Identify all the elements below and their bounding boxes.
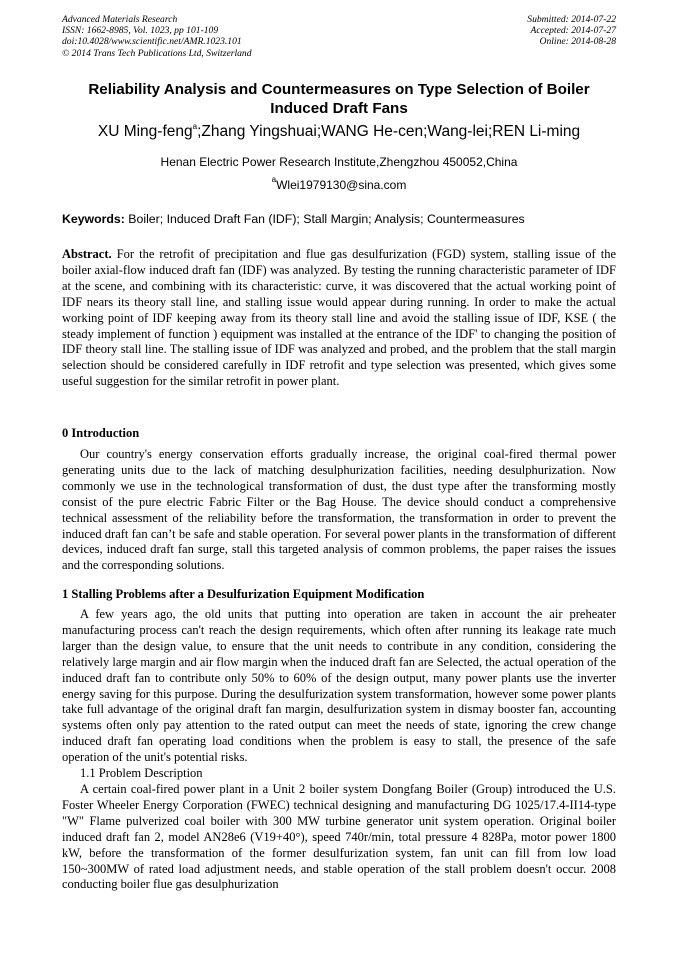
introduction-paragraph: Our country's energy conservation efforts gradually increase, the original coal-fired thermal power generating units due to the lack of matching desulphurization facilities, needing desulphurization. Now commonly we use in the technological transformation of dust, the dust type after the transforming mostly consist of the pure electric Fabric Filter or the Bag House. The device should conduct a comprehensive technical assessment of the reliability before the transformation, the transformation in order to prevent the induced draft fan can’t be safe and stable operation. For several power plants in the transformation of different devices, induced draft fan surge, stall this targeted analysis of common problems, the paper raises the issues and the corresponding solutions. [62,447,616,573]
abstract-text: For the retrofit of precipitation and flue gas desulfurization (FGD) system, stalling issue of the boiler axial-flow induced draft fan (IDF) was analyzed. By testing the running characteristic parameter of IDF at the scene, and combining with its characteristic: curve, it was discovered that the actual working point of IDF nears its theory stall line, and stalling issue would appear during running. In order to make the actual working point of IDF keeping away from its theory stall line and avoid the stalling issue of IDF, KSE ( the steady implement of function ) equipment was installed at the entrance of the IDF' to changing the position of IDF theory stall line. The stalling issue of IDF was analyzed and probed, and the problem that the stall margin selection should be considered carefully in IDF retrofit and type selection was presented, which gives some useful suggestion for the similar retrofit in power plant. [62,247,616,389]
dates-info [396,14,616,48]
affiliation: Henan Electric Power Research Institute,Zhengzhou 450052,China [160,155,518,169]
issn-line: ISSN: 1662-8985, Vol. 1023, pp 101-109 [62,25,219,37]
copyright-line: © 2014 Trans Tech Publications Ltd, Switzerland [62,47,252,59]
section-heading-stalling: 1 Stalling Problems after a Desulfurization Equipment Modification [62,587,425,601]
journal-name: Advanced Materials Research [62,14,178,25]
author-email [62,175,616,193]
keywords-text: Boiler; Induced Draft Fan (IDF); Stall Margin; Analysis; Countermeasures [128,212,525,226]
email-address: Wlei1979130@sina.com [276,178,407,192]
section-heading-introduction: 0 Introduction [62,426,140,440]
doi-line: doi:10.4028/www.scientific.net/AMR.1023.101 [62,36,242,48]
abstract [62,247,616,390]
introduction-section [62,447,616,574]
other-authors: ;Zhang Yingshuai;WANG He-cen;Wang-lei;REN Li-ming [197,123,581,140]
stalling-section [62,607,616,893]
stalling-paragraph: A few years ago, the old units that putting into operation are taken in account the air preheater manufacturing process can't reach the design requirements, which often after running its leakage rate much larger than the design value, to ensure that the unit needs to contribute in any condition, considering the relatively large margin and air flow margin when the induced draft fan are Selected, the actual operation of the induced draft fan to contribute only 50% to 60% of the design output, many power plants use the inverter energy saving for this purpose. During the desulfurization system transformation, however some power plants take full advantage of the original draft fan margin, desulfurization system in dismay booster fan, accounting systems often only pay attention to the rated output can meet the needs of state, ignoring the crew change induced draft fan operating load conditions when the problem is easy to stall, the presence of the safe operation of the unit's potential risks. [62,607,616,765]
first-author: XU Ming-feng [97,123,193,140]
abstract-label: Abstract. [62,247,112,261]
online-date: Online: 2014-08-28 [539,36,616,48]
journal-info [62,14,362,59]
author-list [62,122,616,142]
submitted-date: Submitted: 2014-07-22 [527,14,616,25]
keywords-label: Keywords: [62,212,125,226]
subsection-heading-problem-description: 1.1 Problem Description [80,766,203,781]
accepted-date: Accepted: 2014-07-27 [530,25,616,37]
keywords [62,212,616,227]
paper-title: Reliability Analysis and Countermeasures on Type Selection of Boiler Induced Draft Fans [88,81,590,117]
problem-description-paragraph: A certain coal-fired power plant in a Unit 2 boiler system Dongfang Boiler (Group) introduced the U.S. Foster Wheeler Energy Corporation (FWEC) technical designing and manufacturing DG 1025/17.4-II14-type "W" Flame pulverized coal boiler with 300 MW turbine generator unit system operation. Original boiler induced draft fan 2, model AN28e6 (V19+40°), speed 740r/min, total pressure 4 828Pa, motor power 1800 kW, before the transformation of the former desulfurization system, fan unit can fill from low load 150~300MW of rated load adjustment needs, and stable operation of the stall problem doesn't occur. 2008 conducting boiler flue gas desulphurization [62,781,616,892]
email-superscript: a [271,175,277,184]
author-superscript: a [192,122,198,131]
